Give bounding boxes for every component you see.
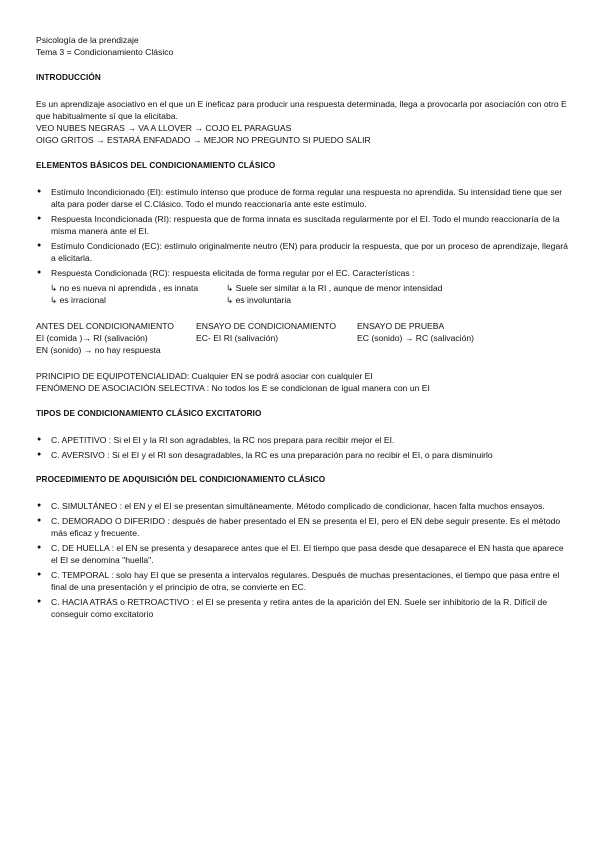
list-item: ● C. AVERSIVO : Si el EI y el RI son desagradables, la RC es una preparación para no recibir el EI, o para disminuirlo <box>36 449 572 461</box>
phase-cell: EC- EI RI (salivación) <box>196 333 279 343</box>
list-item: ● C. APETITIVO : Si el EI y la RI son agradables, la RC nos prepara para recibir mejor el EI. <box>36 434 572 446</box>
phase-header: ANTES DEL CONDICIONAMIENTO <box>36 321 174 331</box>
phase-cell: EI (comida )→ RI (salivación) <box>36 333 148 343</box>
types-heading: TIPOS DE CONDICIONAMIENTO CLÁSICO EXCITATORIO <box>36 409 262 418</box>
phase-cell: EN (sonido) → no hay respuesta <box>36 345 161 355</box>
characteristic: ↳ Suele ser similar a la RI , aunque de menor intensidad <box>226 283 443 293</box>
course-title: Psicología de la prendizaje <box>36 35 139 45</box>
selective-association: FENÓMENO DE ASOCIACIÓN SELECTIVA : No todos los E se condicionan de igual manera con un EI <box>36 383 430 393</box>
intro-paragraph: Es un aprendizaje asociativo en el que un E ineficaz para producir una respuesta determinada, llega a provocarla por asociación con otro E que habitualmente sí que la elicitaba. <box>36 99 567 121</box>
intro-example-2: OIGO GRITOS → ESTARÁ ENFADADO → MEJOR NO PREGUNTO SI PUEDO SALIR <box>36 135 371 145</box>
list-item: ● C. SIMULTÁNEO : el EN y el EI se presentan simultáneamente. Método complicado de condicionar, hacen falta muchos ensayos. <box>36 500 572 512</box>
phase-header: ENSAYO DE CONDICIONAMIENTO <box>196 321 337 331</box>
list-item: ● C. HACIA ATRÁS o RETROACTIVO : el EI se presenta y retira antes de la aparición del EN. Suele ser inhibitorio de la R. Difícil de conseguir como excitatorio <box>36 596 572 620</box>
characteristics-row <box>50 294 572 306</box>
list-item: ● C. DEMORADO O DIFERIDO : después de haber presentado el EN se presenta el EI, pero el EN debe seguir presente. Es el método más eficaz y frecuente. <box>36 515 572 539</box>
phase-cell: EC (sonido) → RC (salivación) <box>357 333 475 343</box>
list-item: ● C. TEMPORAL : solo hay EI que se presenta a intervalos regulares. Después de muchas presentaciones, el tiempo que pasa entre el final de una presentación y el principio de otra, se convierte en EC. <box>36 569 572 593</box>
intro-example-1: VEO NUBES NEGRAS → VA A LLOVER → COJO EL PARAGUAS <box>36 123 292 133</box>
phases-header-row <box>36 320 572 332</box>
characteristic: ↳ es irracional <box>50 295 106 305</box>
list-item: ● Respuesta Incondicionada (RI): respuesta que de forma innata es suscitada regularmente por el EI. Todo el mundo reaccionaría de la misma manera ante el EI. <box>36 213 572 237</box>
phases-row <box>36 332 572 344</box>
intro-heading: INTRODUCCIÓN <box>36 73 101 82</box>
procedure-heading: PROCEDIMIENTO DE ADQUISICIÓN DEL CONDICIONAMIENTO CLÁSICO <box>36 475 326 484</box>
elements-list <box>36 186 572 279</box>
characteristic: ↳ es involuntaria <box>226 295 292 305</box>
elements-heading: ELEMENTOS BÁSICOS DEL CONDICIONAMIENTO CLÁSICO <box>36 161 276 170</box>
types-list <box>36 434 572 461</box>
list-item: ● C. DE HUELLA : el EN se presenta y desaparece antes que el EI. El tiempo que pasa desde que desaparece el EN hasta que aparece el EI se denomina "huella". <box>36 542 572 566</box>
topic-title: Tema 3 = Condicionamiento Clásico <box>36 47 174 57</box>
procedure-list <box>36 500 572 620</box>
list-item: ● Respuesta Condicionada (RC): respuesta elicitada de forma regular por el EC. Características : <box>36 267 572 279</box>
document-page <box>36 34 572 623</box>
characteristic: ↳ no es nueva ni aprendida , es innata <box>50 283 199 293</box>
phase-header: ENSAYO DE PRUEBA <box>357 321 445 331</box>
list-item: ● Estímulo Incondicionado (EI): estímulo intenso que produce de forma regular una respuesta no aprendida. Su intensidad tiene que ser alta para poder darse el C.Clásico. Todo el mundo reaccionaría ante este estímulo. <box>36 186 572 210</box>
characteristics-row <box>50 282 572 294</box>
principle-equipotentiality: PRINCIPIO DE EQUIPOTENCIALIDAD: Cualquier EN se podrá asociar con cualquier EI <box>36 371 373 381</box>
list-item: ● Estímulo Condicionado (EC): estímulo originalmente neutro (EN) para producir la respuesta, que por un proceso de aprendizaje, llegará a elicitarla. <box>36 240 572 264</box>
